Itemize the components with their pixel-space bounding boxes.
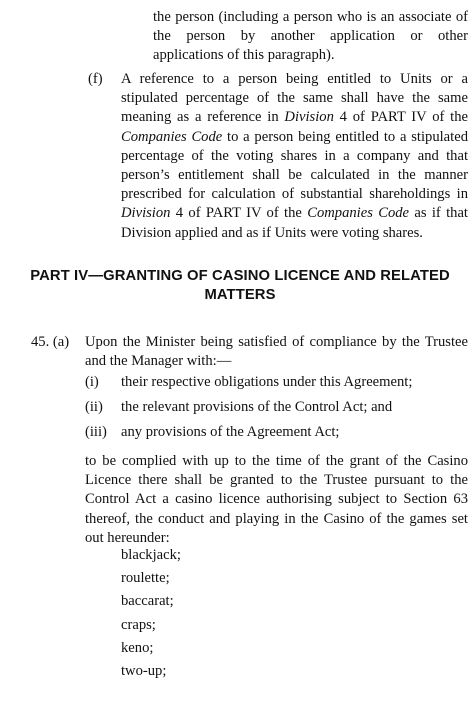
para-f-italic-division-1: Division (284, 109, 334, 126)
part-heading: PART IV—GRANTING OF CASINO LICENCE AND RELATED MATTERS (30, 268, 450, 303)
sub-item-label: (iii) (85, 424, 107, 440)
para-f-text-4: 4 of PART IV of the (170, 205, 308, 222)
para-f-text-5: as if that Division applied and as if Units were voting shares. (121, 205, 468, 241)
sub-item-label: (ii) (85, 399, 103, 415)
game-item: roulette; (121, 570, 170, 587)
game-item: two-up; (121, 662, 167, 679)
game-item: baccarat; (121, 593, 174, 610)
para-f-text-1: A reference to a person being entitled to Units or a stipulated percentage of the same shall have the same meaning as a reference in (121, 71, 468, 126)
game-item: keno; (121, 639, 154, 656)
clause-45-tail: to be complied with up to the time of the grant of the Casino Licence there shall be granted to the Trustee pursuant to the Control Act a casino licence authorising subject to Section 63 thereof, the conduct and playing in the Casino of the games set out hereunder: (85, 453, 468, 546)
sub-item-text: any provisions of the Agreement Act; (121, 424, 340, 440)
clause-45-intro: Upon the Minister being satisfied of compliance by the Trustee and the Manager with:— (85, 334, 468, 370)
games-list (121, 546, 181, 685)
game-item: craps; (121, 616, 156, 633)
para-f-text (121, 70, 468, 243)
para-f-text-3: to a person being entitled to a stipulated percentage of the voting shares in a company and that person’s entitlement shall be calculated in the manner prescribed for calculation of substantial shareholdings in (121, 128, 468, 203)
sub-item-text: the relevant provisions of the Control Act; and (121, 399, 393, 415)
para-f-text-2: 4 of PART IV of the (333, 109, 468, 126)
game-item: blackjack; (121, 547, 181, 563)
para-f-label: (f) (88, 71, 103, 87)
para-f-italic-companies-code-1: Companies Code (121, 128, 223, 145)
clause-45-label: 45. (a) (31, 334, 70, 350)
sub-item-label: (i) (85, 374, 99, 390)
continuation-paragraph: the person (including a person who is an associate of the person by another application or other applications of this paragraph). (153, 9, 468, 64)
para-f-italic-companies-code-2: Companies Code (307, 205, 410, 222)
para-f-italic-division-2: Division (121, 205, 171, 222)
sub-item-text: their respective obligations under this Agreement; (121, 374, 413, 390)
